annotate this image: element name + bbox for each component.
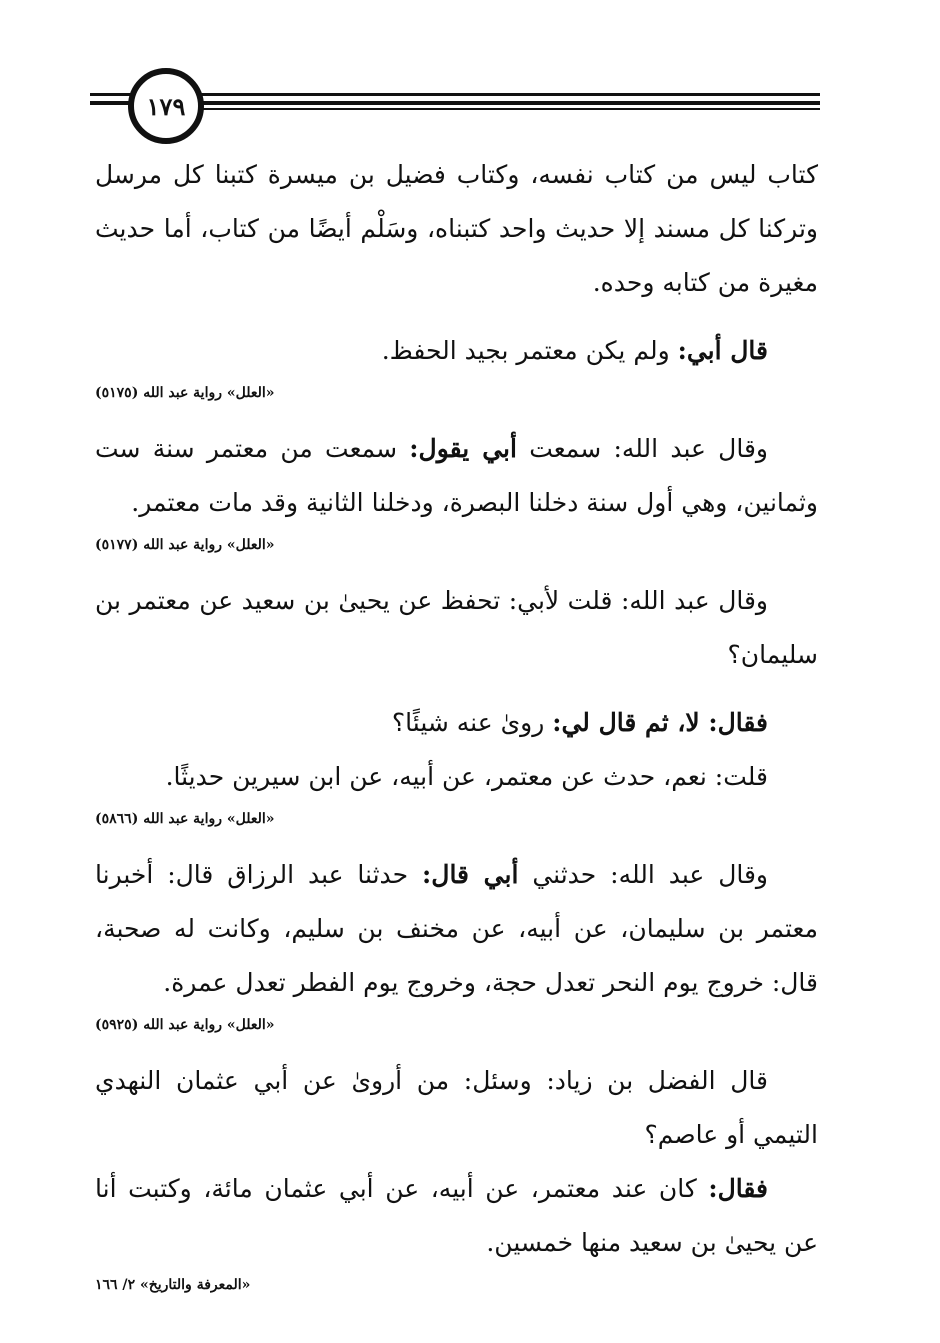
reference-4: «العلل» رواية عبد الله (٥٩٢٥): [95, 1017, 275, 1033]
page-number: ١٧٩: [146, 91, 186, 121]
speaker-lead: فقال:: [708, 1174, 768, 1203]
paragraph-2: قال أبي: ولم يكن معتمر بجيد الحفظ.: [381, 336, 768, 365]
page-number-badge: [128, 68, 204, 144]
header-rule-third: [200, 108, 820, 110]
speaker-lead: أبي يقول:: [409, 434, 517, 463]
speaker-lead: فقال: لا، ثم قال لي:: [552, 708, 768, 737]
paragraph-3: وقال عبد الله: سمعت أبي يقول: سمعت من معتمر سنة ست وثمانين، وهي أول سنة دخلنا البصرة، ودخلنا الثانية وقد مات معتمر.: [95, 434, 818, 517]
paragraph-5: فقال: لا، ثم قال لي: رویٰ عنه شيئًا؟: [391, 708, 768, 737]
paragraph-4: وقال عبد الله: قلت لأبي: تحفظ عن يحيىٰ بن سعيد عن معتمر بن سليمان؟: [95, 586, 818, 669]
paragraph-1: كتاب ليس من كتاب نفسه، وكتاب فضيل بن ميسرة كتبنا كل مرسل وتركنا كل مسند إلا حديث واحد كتبناه، وسَلْم أيضًا من كتاب، أما حديث مغيرة من كتابه وحده.: [95, 160, 818, 297]
speaker-lead: أبي قال:: [422, 860, 519, 889]
reference-5: «المعرفة والتاريخ» ٢/ ١٦٦: [95, 1277, 251, 1293]
page-body: [95, 148, 818, 1300]
paragraph-9: فقال: كان عند معتمر، عن أبيه، عن أبي عثمان مائة، وكتبت أنا عن يحيىٰ بن سعيد منها خمسين.: [95, 1174, 818, 1257]
speaker-lead: قال أبي:: [677, 336, 768, 365]
paragraph-7: وقال عبد الله: حدثني أبي قال: حدثنا عبد الرزاق قال: أخبرنا معتمر بن سليمان، عن أبيه، عن مخنف بن سليم، وكانت له صحبة، قال: خروج يوم النحر تعدل حجة، وخروج يوم الفطر تعدل عمرة.: [95, 860, 818, 997]
reference-3: «العلل» رواية عبد الله (٥٨٦٦): [95, 811, 275, 827]
paragraph-6: قلت: نعم، حدث عن معتمر، عن أبيه، عن ابن سيرين حديثًا.: [165, 762, 768, 791]
paragraph-8: قال الفضل بن زياد: وسئل: من أرویٰ عن أبي عثمان النهدي التيمي أو عاصم؟: [95, 1066, 818, 1149]
reference-2: «العلل» رواية عبد الله (٥١٧٧): [95, 537, 275, 553]
reference-1: «العلل» رواية عبد الله (٥١٧٥): [95, 385, 275, 401]
